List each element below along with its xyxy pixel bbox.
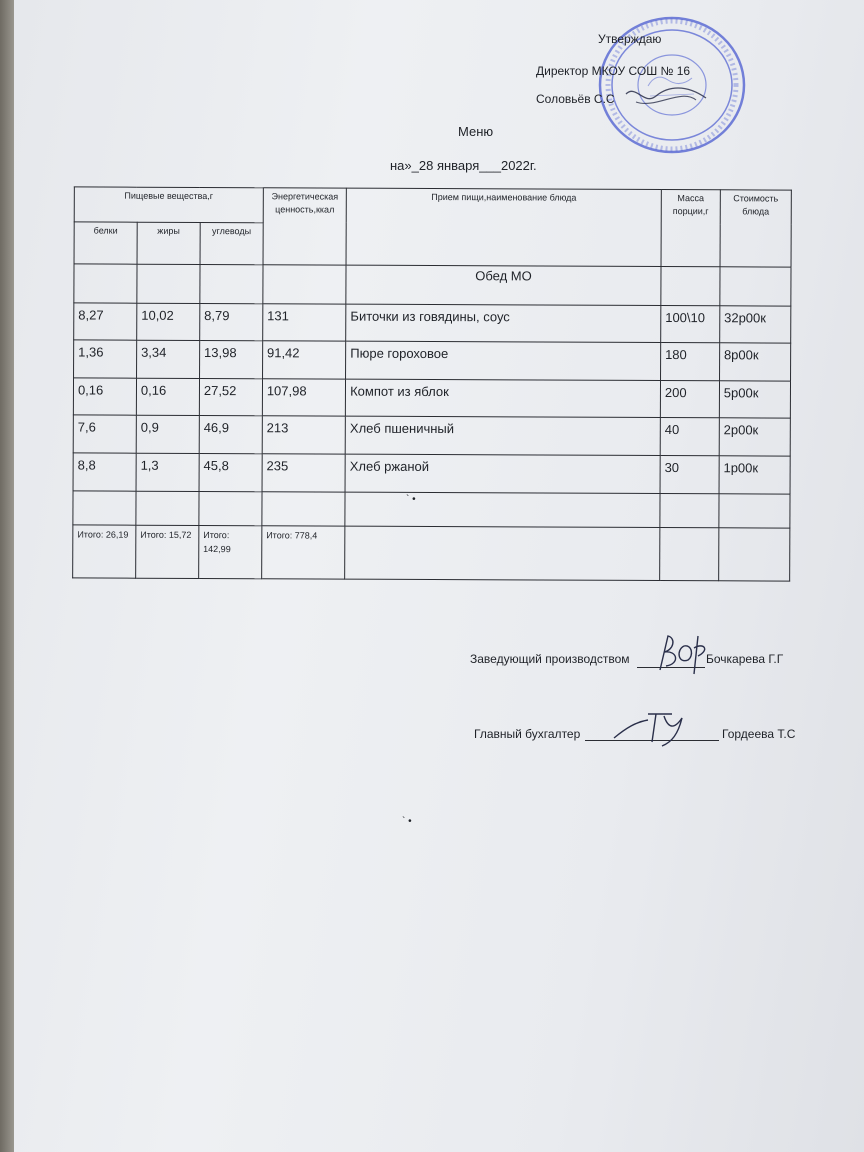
production-label: Заведующий производством xyxy=(470,652,630,666)
energy-cell: 213 xyxy=(262,416,345,454)
menu-table xyxy=(72,186,792,581)
table-row xyxy=(73,378,790,419)
mass-cell: 40 xyxy=(660,418,719,456)
energy-cell: 91,42 xyxy=(262,341,345,379)
header-fat: жиры xyxy=(137,222,200,265)
cost-cell: 5р00к xyxy=(719,381,790,419)
accountant-signature-icon xyxy=(612,708,692,748)
carbs-cell: 13,98 xyxy=(199,341,262,379)
section-row xyxy=(74,264,791,306)
production-name: Бочкарева Г.Г xyxy=(706,652,784,666)
header-protein: белки xyxy=(74,221,137,264)
fat-cell: 0,9 xyxy=(136,416,199,454)
energy-cell: 131 xyxy=(263,303,346,341)
dish-cell: Хлеб пшеничный xyxy=(345,417,660,456)
accountant-name: Гордеева Т.С xyxy=(722,727,796,741)
fat-cell: 3,34 xyxy=(136,341,199,379)
totals-row xyxy=(73,525,790,581)
energy-cell: 107,98 xyxy=(262,379,345,417)
cost-cell: 1р00к xyxy=(719,456,790,494)
page-title: Меню xyxy=(458,124,494,139)
table-row xyxy=(73,415,790,456)
total-protein: Итого: 26,19 xyxy=(73,525,136,578)
table-row xyxy=(74,303,791,344)
header-meal: Прием пищи,наименование блюда xyxy=(346,188,661,267)
header-cost: Стоимость блюда xyxy=(720,190,791,267)
fat-cell: 1,3 xyxy=(136,453,199,491)
ink-speck: ` • xyxy=(402,816,412,827)
approval-label: Утверждаю xyxy=(598,32,662,46)
dish-cell: Компот из яблок xyxy=(345,379,660,418)
total-fat: Итого: 15,72 xyxy=(136,525,199,578)
carbs-cell: 27,52 xyxy=(199,378,262,416)
carbs-cell: 46,9 xyxy=(199,416,262,454)
protein-cell: 7,6 xyxy=(73,415,136,453)
header-energy: Энергетическая ценность,ккал xyxy=(263,188,347,266)
carbs-cell: 45,8 xyxy=(199,453,262,491)
accountant-label: Главный бухгалтер xyxy=(474,727,581,741)
director-line: Директор МКОУ СОШ № 16 xyxy=(536,64,691,78)
mass-cell: 180 xyxy=(660,343,719,381)
protein-cell: 8,27 xyxy=(74,303,137,341)
menu-date: на»_28 января___2022г. xyxy=(390,158,537,173)
total-energy: Итого: 778,4 xyxy=(262,526,345,579)
energy-cell: 235 xyxy=(262,454,345,492)
cost-cell: 8р00к xyxy=(719,343,790,381)
protein-cell: 1,36 xyxy=(74,340,137,378)
dish-cell: Пюре гороховое xyxy=(346,341,661,380)
fat-cell: 0,16 xyxy=(136,378,199,416)
background-edge xyxy=(0,0,14,1152)
cost-cell: 2р00к xyxy=(719,418,790,456)
empty-row xyxy=(73,490,790,528)
total-carbs: Итого: 142,99 xyxy=(199,526,262,579)
section-title: Обед МО xyxy=(346,265,661,305)
header-mass: Масса порции,г xyxy=(661,189,720,266)
ink-speck: ` • xyxy=(406,494,416,505)
mass-cell: 30 xyxy=(660,455,719,493)
table-row xyxy=(73,453,790,494)
protein-cell: 8,8 xyxy=(73,453,136,491)
mass-cell: 100\10 xyxy=(661,305,720,343)
table-row xyxy=(74,340,791,381)
header-nutrients: Пищевые вещества,г xyxy=(74,187,263,222)
dish-cell: Хлеб ржаной xyxy=(345,454,660,493)
cost-cell: 32р00к xyxy=(720,305,791,343)
carbs-cell: 8,79 xyxy=(200,303,263,341)
mass-cell: 200 xyxy=(660,380,719,418)
director-name: Соловьёв С.С xyxy=(536,92,615,106)
protein-cell: 0,16 xyxy=(73,378,136,416)
fat-cell: 10,02 xyxy=(137,303,200,341)
dish-cell: Биточки из говядины, соус xyxy=(346,304,661,343)
header-carbs: углеводы xyxy=(200,222,263,265)
